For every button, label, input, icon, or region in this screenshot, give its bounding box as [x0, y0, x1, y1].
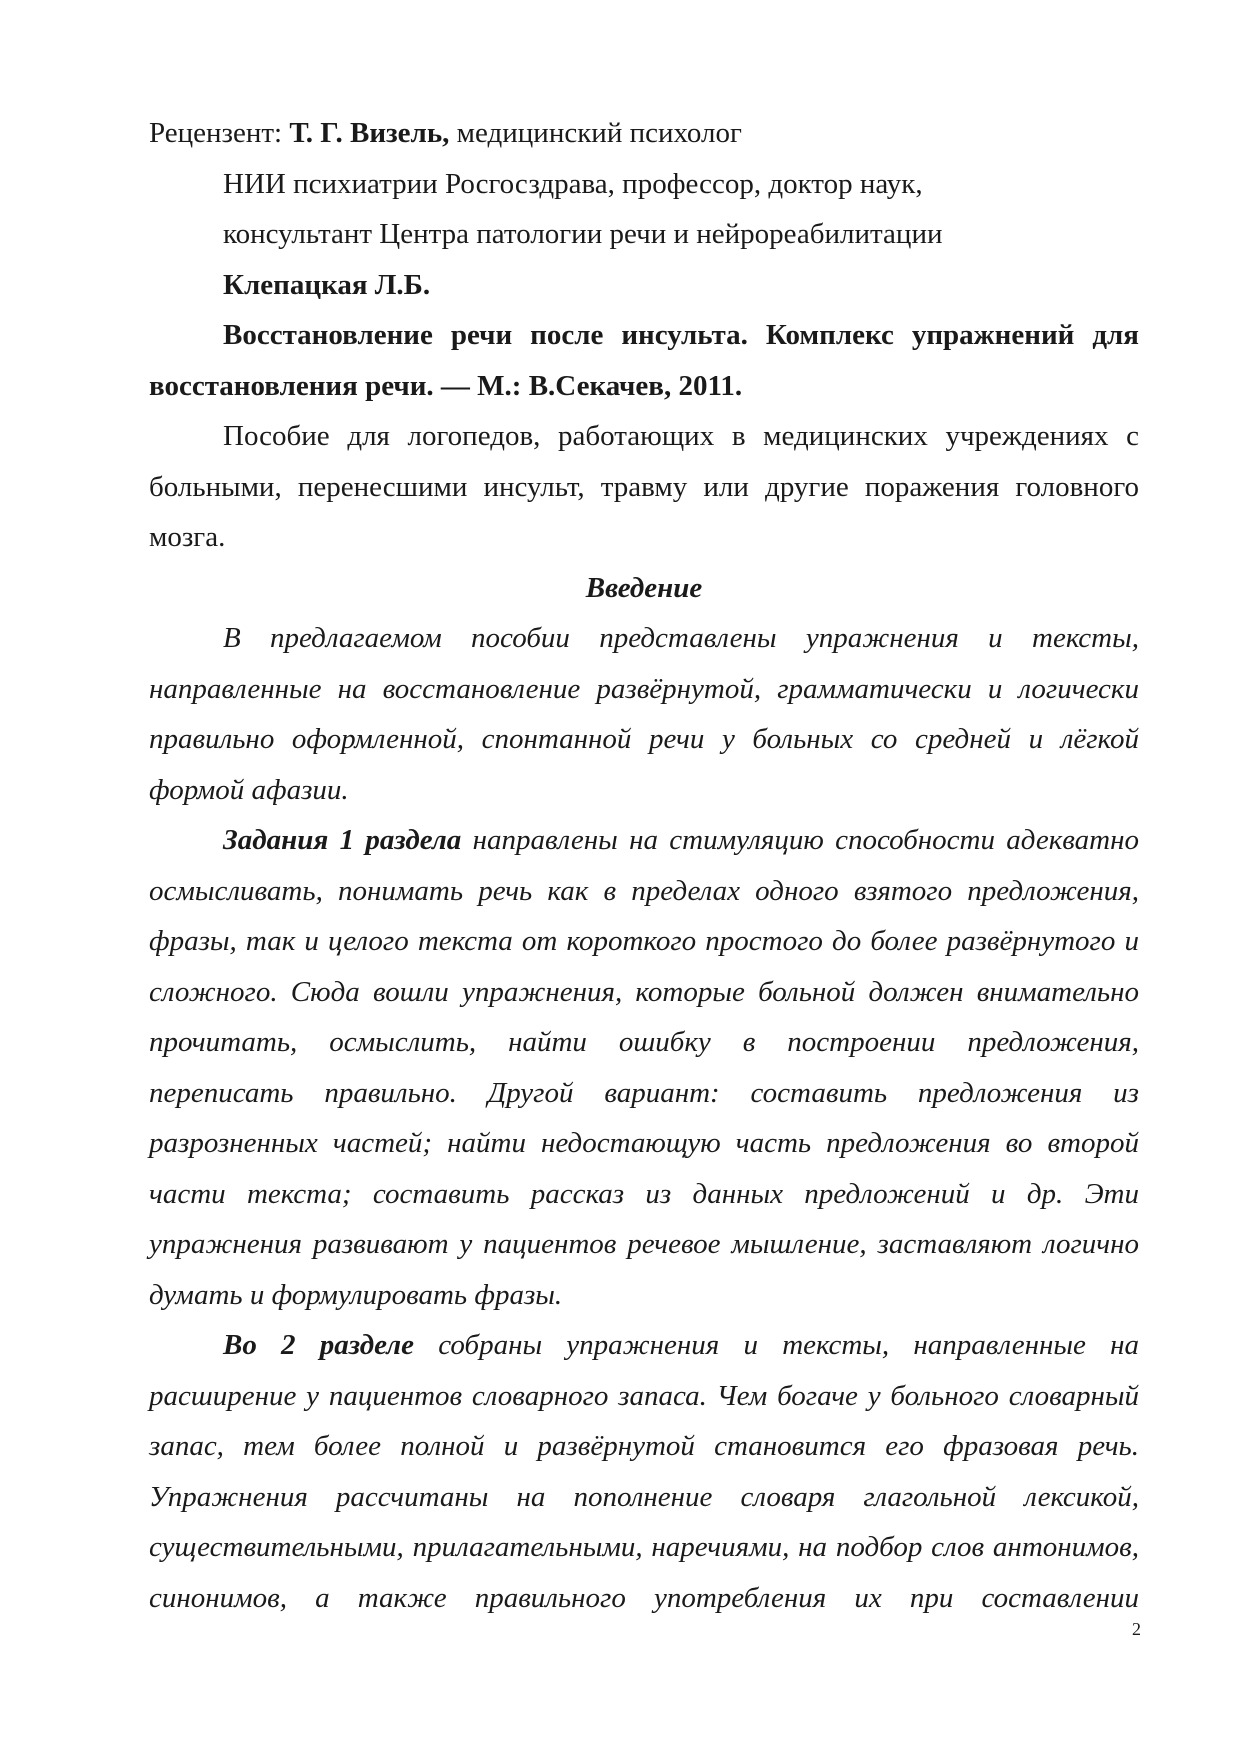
annotation-paragraph: Пособие для логопедов, работающих в медицинских учреждениях с больными, перенесшими инсульт, травму или другие поражения головного мозга.: [149, 420, 1139, 553]
intro-paragraph-1: В предлагаемом пособии представлены упражнения и тексты, направленные на восстановление развёрнутой, грамматически и логически правильно оформленной, спонтанной речи у больных со средней и лёгкой формой афазии.: [149, 622, 1139, 806]
reviewer-name: Т. Г. Визель,: [289, 117, 450, 149]
reviewer-label: Рецензент:: [149, 117, 290, 149]
reviewer-position: консультант Центра патологии речи и нейрореабилитации: [223, 218, 943, 250]
section-2-label: Во 2 разделе: [223, 1329, 414, 1361]
document-page: [149, 108, 1139, 1623]
book-title-line-1: Восстановление речи после инсульта. Комплекс упражнений для: [223, 319, 1139, 351]
reviewer-affiliation: НИИ психиатрии Росгосздрава, профессор, доктор наук,: [223, 167, 923, 200]
book-title-line-2: восстановления речи. — М.: В.Секачев, 2011.: [149, 369, 743, 402]
section-2-text: собраны упражнения и тексты, направленные на расширение у пациентов словарного запаса. Чем богаче у больного словарный запас, тем более полной и развёрнутой становится его фразовая речь. Упражнения рассчитаны на пополнение словаря глагольной лексикой, существительными, прилагательными, наречиями, на подбор слов антонимов, синонимов, а также правильного употребления их при составлении: [149, 1329, 1139, 1614]
reviewer-role: медицинский психолог: [449, 117, 742, 149]
intro-paragraph-2: [149, 815, 1139, 1320]
intro-heading: Введение: [585, 571, 703, 604]
section-1-text: направлены на стимуляцию способности адекватно осмысливать, понимать речь как в пределах одного взятого предложения, фразы, так и целого текста от короткого простого до более развёрнутого и сложного. Сюда вошли упражнения, которые больной должен внимательно прочитать, осмыслить, найти ошибку в построении предложения, переписать правильно. Другой вариант: составить предложения из разрозненных частей; найти недостающую часть предложения во второй части текста; составить рассказ из данных предложений и др. Эти упражнения развивают у пациентов речевое мышление, заставляют логично думать и формулировать фразы.: [149, 824, 1139, 1311]
author-name: Клепацкая Л.Б.: [223, 268, 431, 301]
reviewer-line: [149, 108, 1139, 159]
section-1-label: Задания 1 раздела: [223, 824, 462, 856]
page-number: 2: [1132, 1619, 1141, 1639]
intro-paragraph-3: [149, 1320, 1139, 1623]
